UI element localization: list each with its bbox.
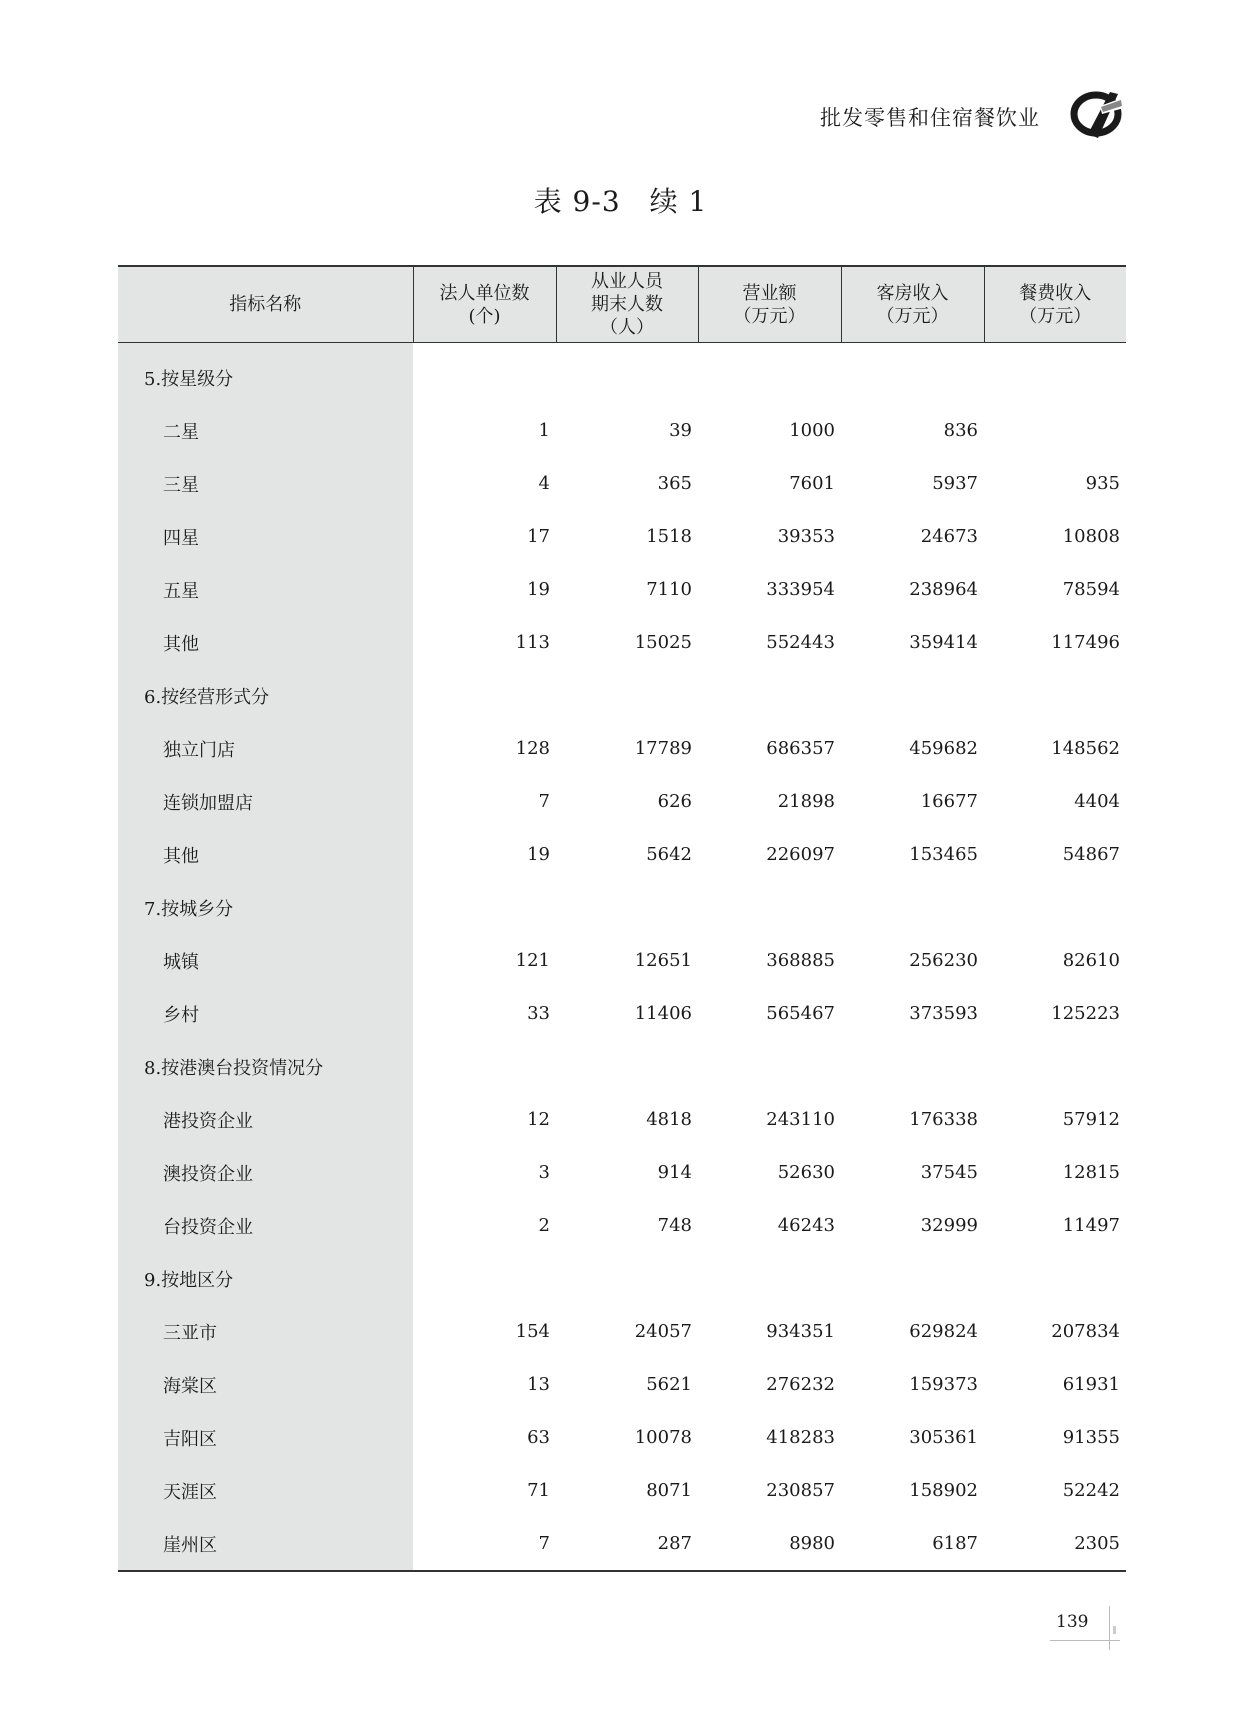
row-label: 乡村 bbox=[118, 987, 413, 1040]
table-cell: 21898 bbox=[777, 791, 835, 812]
table-cell: 256230 bbox=[909, 950, 978, 971]
spacer-cell bbox=[118, 343, 413, 352]
table-cell bbox=[556, 351, 698, 404]
table-row bbox=[118, 934, 1126, 987]
table-cell: 1000 bbox=[789, 420, 835, 441]
table-cell: 8071 bbox=[646, 1480, 692, 1501]
table-cell: 39353 bbox=[777, 526, 835, 547]
table-cell: 8980 bbox=[698, 1517, 841, 1571]
table-cell: 52630 bbox=[777, 1162, 835, 1183]
table-cell: 10808 bbox=[1062, 526, 1120, 547]
table-cell: 15025 bbox=[634, 632, 692, 653]
table-cell bbox=[984, 1040, 1126, 1093]
column-header: 法人单位数 (个) bbox=[413, 266, 556, 343]
spacer-cell bbox=[413, 343, 1126, 352]
table-cell: 61931 bbox=[1062, 1374, 1120, 1395]
table-cell bbox=[556, 881, 698, 934]
table-row bbox=[118, 1199, 1126, 1252]
row-label: 6.按经营形式分 bbox=[118, 669, 413, 722]
table-cell: 33 bbox=[527, 1003, 550, 1024]
table-row bbox=[118, 987, 1126, 1040]
row-label: 8.按港澳台投资情况分 bbox=[118, 1040, 413, 1093]
table-cell: 4 bbox=[538, 473, 550, 494]
table-cell: 5621 bbox=[646, 1374, 692, 1395]
table-cell: 418283 bbox=[766, 1427, 835, 1448]
table-cell: 11497 bbox=[1062, 1215, 1120, 1236]
stats-bureau-logo-icon bbox=[1068, 84, 1130, 146]
table-cell: 17 bbox=[527, 526, 550, 547]
row-label: 连锁加盟店 bbox=[118, 775, 413, 828]
table-cell: 934351 bbox=[766, 1321, 835, 1342]
row-label: 吉阳区 bbox=[118, 1411, 413, 1464]
row-label: 二星 bbox=[118, 404, 413, 457]
table-cell: 37545 bbox=[920, 1162, 978, 1183]
table-row bbox=[118, 457, 1126, 510]
table-cell: 78594 bbox=[1062, 579, 1120, 600]
table-cell: 11406 bbox=[634, 1003, 692, 1024]
table-cell: 6187 bbox=[841, 1517, 984, 1571]
table-cell: 207834 bbox=[1051, 1321, 1120, 1342]
row-label: 天涯区 bbox=[118, 1464, 413, 1517]
table-row bbox=[118, 510, 1126, 563]
table-cell bbox=[984, 351, 1126, 404]
table-cell: 13 bbox=[527, 1374, 550, 1395]
table-cell: 10078 bbox=[634, 1427, 692, 1448]
table-cell: 748 bbox=[657, 1215, 692, 1236]
table-cell: 46243 bbox=[777, 1215, 835, 1236]
table-row bbox=[118, 722, 1126, 775]
table-cell: 552443 bbox=[766, 632, 835, 653]
table-cell: 39 bbox=[669, 420, 692, 441]
table-cell bbox=[841, 881, 984, 934]
table-cell: 7601 bbox=[789, 473, 835, 494]
table-cell bbox=[984, 881, 1126, 934]
table-cell bbox=[413, 669, 556, 722]
section-title: 批发零售和住宿餐饮业 bbox=[820, 106, 1040, 130]
table-cell: 2 bbox=[538, 1215, 550, 1236]
table-cell bbox=[841, 1040, 984, 1093]
table-cell: 158902 bbox=[909, 1480, 978, 1501]
table-cell: 71 bbox=[527, 1480, 550, 1501]
table-spacer-row bbox=[118, 343, 1126, 352]
table-title: 表 9-3 续 1 bbox=[533, 185, 708, 218]
table-cell: 113 bbox=[515, 632, 550, 653]
table-cell: 1518 bbox=[646, 526, 692, 547]
table-cell bbox=[698, 1040, 841, 1093]
table-group-row bbox=[118, 1040, 1126, 1093]
row-label: 崖州区 bbox=[118, 1517, 413, 1571]
table-cell: 32999 bbox=[920, 1215, 978, 1236]
table-cell: 7 bbox=[538, 791, 550, 812]
table-cell: 19 bbox=[527, 579, 550, 600]
table-row bbox=[118, 563, 1126, 616]
table-cell bbox=[413, 351, 556, 404]
table-cell: 2305 bbox=[984, 1517, 1126, 1571]
row-label: 城镇 bbox=[118, 934, 413, 987]
table-cell: 914 bbox=[657, 1162, 692, 1183]
column-header: 营业额 （万元） bbox=[698, 266, 841, 343]
table-cell: 686357 bbox=[766, 738, 835, 759]
table-cell bbox=[556, 1252, 698, 1305]
table-cell bbox=[984, 404, 1126, 457]
row-label: 四星 bbox=[118, 510, 413, 563]
footer-rule-vertical bbox=[1109, 1606, 1110, 1650]
table-cell: 276232 bbox=[766, 1374, 835, 1395]
table-cell: 148562 bbox=[1051, 738, 1120, 759]
table-cell bbox=[841, 1252, 984, 1305]
table-cell: 226097 bbox=[766, 844, 835, 865]
column-header: 客房收入 （万元） bbox=[841, 266, 984, 343]
row-label: 澳投资企业 bbox=[118, 1146, 413, 1199]
table-row bbox=[118, 1464, 1126, 1517]
table-group-row bbox=[118, 1252, 1126, 1305]
table-cell: 359414 bbox=[909, 632, 978, 653]
table-cell: 128 bbox=[515, 738, 550, 759]
table-row bbox=[118, 1305, 1126, 1358]
footer-tick bbox=[1113, 1626, 1116, 1634]
row-label: 独立门店 bbox=[118, 722, 413, 775]
table-cell: 238964 bbox=[909, 579, 978, 600]
table-cell: 836 bbox=[943, 420, 978, 441]
table-cell: 57912 bbox=[1062, 1109, 1120, 1130]
data-table bbox=[118, 265, 1126, 1572]
row-label: 三星 bbox=[118, 457, 413, 510]
table-header-row bbox=[118, 266, 1126, 343]
table-row bbox=[118, 1358, 1126, 1411]
table-cell: 17789 bbox=[634, 738, 692, 759]
table-row bbox=[118, 1517, 1126, 1571]
table-cell: 305361 bbox=[909, 1427, 978, 1448]
table-cell: 4404 bbox=[1074, 791, 1120, 812]
table-cell bbox=[698, 669, 841, 722]
table-cell: 19 bbox=[527, 844, 550, 865]
table-cell: 52242 bbox=[1062, 1480, 1120, 1501]
table-cell bbox=[413, 1040, 556, 1093]
table-cell bbox=[556, 1040, 698, 1093]
table-row bbox=[118, 1146, 1126, 1199]
row-label: 7.按城乡分 bbox=[118, 881, 413, 934]
table-cell: 935 bbox=[1085, 473, 1120, 494]
table-cell: 24057 bbox=[634, 1321, 692, 1342]
table-cell bbox=[413, 881, 556, 934]
table-cell: 125223 bbox=[1051, 1003, 1120, 1024]
table-cell: 243110 bbox=[766, 1109, 835, 1130]
page-number: 139 bbox=[1056, 1612, 1089, 1632]
table-cell: 373593 bbox=[909, 1003, 978, 1024]
table-cell: 24673 bbox=[920, 526, 978, 547]
table-cell: 63 bbox=[527, 1427, 550, 1448]
table-cell: 159373 bbox=[909, 1374, 978, 1395]
table-cell: 3 bbox=[538, 1162, 550, 1183]
row-label: 9.按地区分 bbox=[118, 1252, 413, 1305]
table-cell bbox=[841, 669, 984, 722]
row-label: 其他 bbox=[118, 616, 413, 669]
table-cell: 12651 bbox=[634, 950, 692, 971]
table-cell bbox=[984, 1252, 1126, 1305]
table-cell: 54867 bbox=[1062, 844, 1120, 865]
table-cell: 4818 bbox=[646, 1109, 692, 1130]
table-row bbox=[118, 775, 1126, 828]
table-cell: 287 bbox=[556, 1517, 698, 1571]
table-row bbox=[118, 616, 1126, 669]
row-label: 海棠区 bbox=[118, 1358, 413, 1411]
column-header: 指标名称 bbox=[118, 266, 413, 343]
table-cell bbox=[698, 351, 841, 404]
table-cell bbox=[556, 669, 698, 722]
table-cell: 629824 bbox=[909, 1321, 978, 1342]
table-row bbox=[118, 1093, 1126, 1146]
table-cell: 333954 bbox=[766, 579, 835, 600]
row-label: 台投资企业 bbox=[118, 1199, 413, 1252]
table-cell bbox=[413, 1252, 556, 1305]
table-cell: 5642 bbox=[646, 844, 692, 865]
table-cell: 1 bbox=[538, 420, 550, 441]
table-cell: 230857 bbox=[766, 1480, 835, 1501]
table-cell: 82610 bbox=[1062, 950, 1120, 971]
table-row bbox=[118, 828, 1126, 881]
table-group-row bbox=[118, 669, 1126, 722]
table-cell bbox=[841, 351, 984, 404]
row-label: 5.按星级分 bbox=[118, 351, 413, 404]
column-header: 从业人员 期末人数 （人） bbox=[556, 266, 698, 343]
row-label: 其他 bbox=[118, 828, 413, 881]
table-cell: 565467 bbox=[766, 1003, 835, 1024]
table-cell: 5937 bbox=[932, 473, 978, 494]
table-cell: 7110 bbox=[646, 579, 692, 600]
table-cell: 16677 bbox=[920, 791, 978, 812]
column-header: 餐费收入 （万元） bbox=[984, 266, 1126, 343]
table-cell: 153465 bbox=[909, 844, 978, 865]
table-group-row bbox=[118, 351, 1126, 404]
table-cell: 459682 bbox=[909, 738, 978, 759]
table-cell: 12815 bbox=[1062, 1162, 1120, 1183]
table-cell: 176338 bbox=[909, 1109, 978, 1130]
row-label: 港投资企业 bbox=[118, 1093, 413, 1146]
table-cell: 117496 bbox=[1051, 632, 1120, 653]
table-cell: 154 bbox=[515, 1321, 550, 1342]
table-cell bbox=[698, 1252, 841, 1305]
row-label: 三亚市 bbox=[118, 1305, 413, 1358]
table-cell: 7 bbox=[413, 1517, 556, 1571]
table-cell: 12 bbox=[527, 1109, 550, 1130]
table-row bbox=[118, 404, 1126, 457]
row-label: 五星 bbox=[118, 563, 413, 616]
table-cell: 365 bbox=[657, 473, 692, 494]
table-row bbox=[118, 1411, 1126, 1464]
table-cell bbox=[698, 881, 841, 934]
table-cell: 91355 bbox=[1062, 1427, 1120, 1448]
table-cell bbox=[984, 669, 1126, 722]
table-group-row bbox=[118, 881, 1126, 934]
table-cell: 626 bbox=[657, 791, 692, 812]
table-cell: 368885 bbox=[766, 950, 835, 971]
table-cell: 121 bbox=[515, 950, 550, 971]
